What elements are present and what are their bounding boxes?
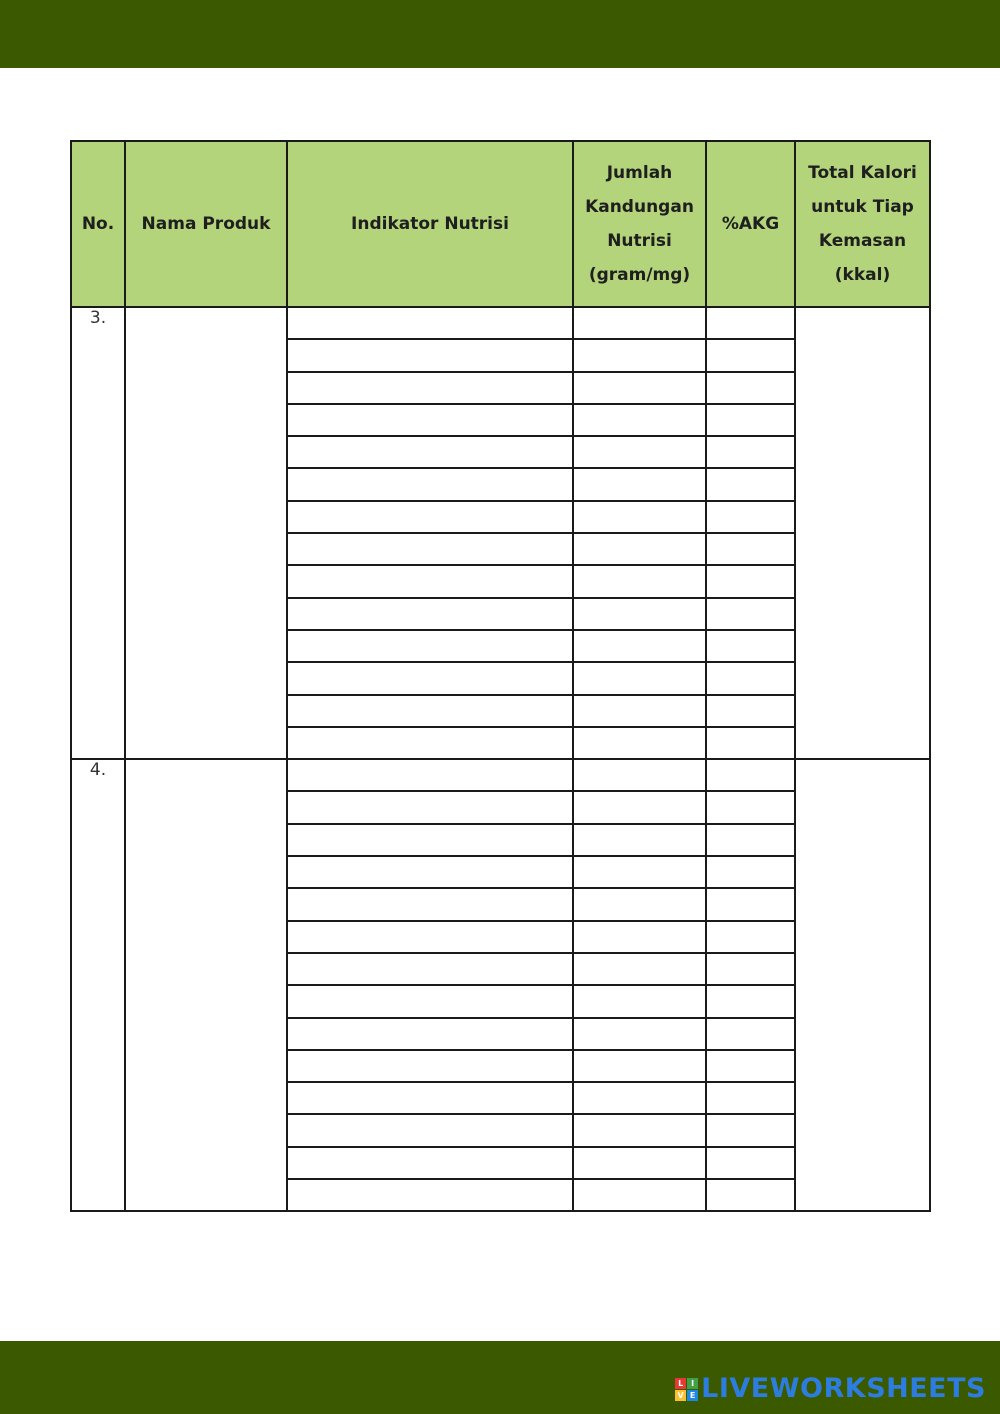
akg-cell[interactable]	[706, 759, 795, 791]
akg-cell[interactable]	[706, 533, 795, 565]
akg-cell[interactable]	[706, 1018, 795, 1050]
akg-cell[interactable]	[706, 888, 795, 920]
brand-text: LIVEWORKSHEETS	[701, 1373, 986, 1404]
nutrient-indicator-cell[interactable]	[287, 533, 573, 565]
nutrient-amount-cell[interactable]	[573, 888, 706, 920]
nutrient-indicator-cell[interactable]	[287, 1147, 573, 1179]
nutrient-amount-cell[interactable]	[573, 1018, 706, 1050]
nutrient-indicator-cell[interactable]	[287, 372, 573, 404]
nutrient-amount-cell[interactable]	[573, 630, 706, 662]
nutrient-amount-cell[interactable]	[573, 307, 706, 339]
nutrient-indicator-cell[interactable]	[287, 1179, 573, 1211]
akg-cell[interactable]	[706, 1114, 795, 1146]
liveworksheets-logo-icon	[675, 1378, 698, 1401]
nutrient-amount-cell[interactable]	[573, 1050, 706, 1082]
nutrient-amount-cell[interactable]	[573, 791, 706, 823]
nutrient-amount-cell[interactable]	[573, 436, 706, 468]
nutrient-indicator-cell[interactable]	[287, 436, 573, 468]
nutrition-table	[70, 140, 931, 1212]
table-row	[71, 759, 930, 791]
akg-cell[interactable]	[706, 565, 795, 597]
nutrient-amount-cell[interactable]	[573, 985, 706, 1017]
header-no: No.	[71, 141, 125, 307]
akg-cell[interactable]	[706, 501, 795, 533]
header-indikator-nutrisi: Indikator Nutrisi	[287, 141, 573, 307]
akg-cell[interactable]	[706, 630, 795, 662]
akg-cell[interactable]	[706, 1179, 795, 1211]
header-jumlah-kandungan: Jumlah Kandungan Nutrisi (gram/mg)	[573, 141, 706, 307]
nutrient-indicator-cell[interactable]	[287, 695, 573, 727]
nutrient-indicator-cell[interactable]	[287, 339, 573, 371]
akg-cell[interactable]	[706, 468, 795, 500]
nutrient-indicator-cell[interactable]	[287, 727, 573, 759]
nutrient-indicator-cell[interactable]	[287, 1018, 573, 1050]
akg-cell[interactable]	[706, 727, 795, 759]
akg-cell[interactable]	[706, 921, 795, 953]
akg-cell[interactable]	[706, 1147, 795, 1179]
nutrient-amount-cell[interactable]	[573, 339, 706, 371]
akg-cell[interactable]	[706, 824, 795, 856]
nutrient-indicator-cell[interactable]	[287, 921, 573, 953]
nutrient-amount-cell[interactable]	[573, 1147, 706, 1179]
nutrient-amount-cell[interactable]	[573, 953, 706, 985]
header-band	[0, 0, 1000, 68]
nutrient-indicator-cell[interactable]	[287, 468, 573, 500]
logo-letter-tile: I	[687, 1378, 698, 1389]
header-akg: %AKG	[706, 141, 795, 307]
akg-cell[interactable]	[706, 695, 795, 727]
nutrient-indicator-cell[interactable]	[287, 759, 573, 791]
nutrient-indicator-cell[interactable]	[287, 824, 573, 856]
nutrient-indicator-cell[interactable]	[287, 662, 573, 694]
nutrient-indicator-cell[interactable]	[287, 1050, 573, 1082]
nutrient-indicator-cell[interactable]	[287, 953, 573, 985]
nutrient-amount-cell[interactable]	[573, 468, 706, 500]
nutrient-indicator-cell[interactable]	[287, 404, 573, 436]
nutrient-amount-cell[interactable]	[573, 856, 706, 888]
row-number-cell: 3.	[71, 307, 125, 759]
nutrient-indicator-cell[interactable]	[287, 888, 573, 920]
nutrient-amount-cell[interactable]	[573, 695, 706, 727]
header-total-kalori: Total Kalori untuk Tiap Kemasan (kkal)	[795, 141, 930, 307]
nutrient-indicator-cell[interactable]	[287, 1114, 573, 1146]
nutrient-amount-cell[interactable]	[573, 533, 706, 565]
akg-cell[interactable]	[706, 953, 795, 985]
nutrient-amount-cell[interactable]	[573, 921, 706, 953]
row-number-cell: 4.	[71, 759, 125, 1211]
logo-letter-tile: E	[687, 1390, 698, 1401]
akg-cell[interactable]	[706, 985, 795, 1017]
liveworksheets-brand[interactable]	[675, 1374, 986, 1404]
nutrient-amount-cell[interactable]	[573, 404, 706, 436]
nutrient-indicator-cell[interactable]	[287, 501, 573, 533]
table-row	[71, 307, 930, 339]
nutrient-amount-cell[interactable]	[573, 727, 706, 759]
nutrient-amount-cell[interactable]	[573, 662, 706, 694]
nutrient-amount-cell[interactable]	[573, 565, 706, 597]
nutrient-amount-cell[interactable]	[573, 372, 706, 404]
logo-letter-tile: V	[675, 1390, 686, 1401]
akg-cell[interactable]	[706, 372, 795, 404]
nutrient-indicator-cell[interactable]	[287, 598, 573, 630]
product-name-cell[interactable]	[125, 307, 287, 759]
nutrient-amount-cell[interactable]	[573, 1114, 706, 1146]
akg-cell[interactable]	[706, 1050, 795, 1082]
total-calorie-cell[interactable]	[795, 307, 930, 759]
akg-cell[interactable]	[706, 662, 795, 694]
akg-cell[interactable]	[706, 598, 795, 630]
akg-cell[interactable]	[706, 339, 795, 371]
logo-letter-tile: L	[675, 1378, 686, 1389]
product-name-cell[interactable]	[125, 759, 287, 1211]
nutrient-indicator-cell[interactable]	[287, 856, 573, 888]
table-header-row	[71, 141, 930, 307]
nutrient-indicator-cell[interactable]	[287, 307, 573, 339]
akg-cell[interactable]	[706, 1082, 795, 1114]
nutrient-amount-cell[interactable]	[573, 824, 706, 856]
akg-cell[interactable]	[706, 404, 795, 436]
nutrient-amount-cell[interactable]	[573, 1179, 706, 1211]
nutrient-amount-cell[interactable]	[573, 759, 706, 791]
nutrient-amount-cell[interactable]	[573, 598, 706, 630]
nutrient-indicator-cell[interactable]	[287, 985, 573, 1017]
akg-cell[interactable]	[706, 436, 795, 468]
nutrient-indicator-cell[interactable]	[287, 1082, 573, 1114]
nutrient-indicator-cell[interactable]	[287, 565, 573, 597]
nutrient-indicator-cell[interactable]	[287, 791, 573, 823]
header-nama-produk: Nama Produk	[125, 141, 287, 307]
akg-cell[interactable]	[706, 307, 795, 339]
nutrient-amount-cell[interactable]	[573, 1082, 706, 1114]
nutrient-amount-cell[interactable]	[573, 501, 706, 533]
akg-cell[interactable]	[706, 791, 795, 823]
akg-cell[interactable]	[706, 856, 795, 888]
total-calorie-cell[interactable]	[795, 759, 930, 1211]
nutrient-indicator-cell[interactable]	[287, 630, 573, 662]
